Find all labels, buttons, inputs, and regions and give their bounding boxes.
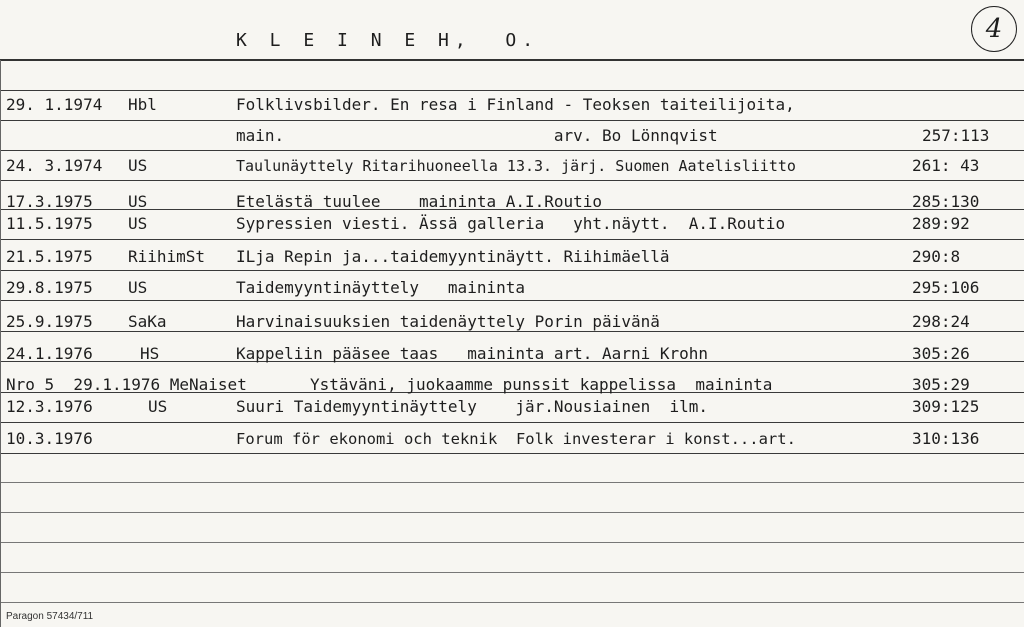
entry-date: 24. 3.1974: [6, 156, 103, 175]
entry-ref: 289:92: [912, 214, 970, 233]
entry-title: ILja Repin ja...taidemyyntinäytt. Riihimäellä: [236, 247, 670, 266]
card-title: K L E I N E H, O.: [236, 30, 540, 51]
printer-imprint: Paragon 57434/711: [6, 611, 94, 622]
entry-title: Forum för ekonomi och teknik Folk investerar i konst...art.: [236, 430, 796, 448]
entry-source: US: [128, 192, 148, 211]
entry-title: Suuri Taidemyyntinäyttely jär.Nousiainen ilm.: [236, 397, 709, 416]
entry-ref: 310:136: [912, 429, 980, 448]
entry-source: Hbl: [128, 95, 157, 114]
rule-line: [0, 331, 1024, 332]
entry-source: HS: [140, 344, 160, 363]
entry-ref: 298:24: [912, 312, 970, 331]
rule-line: [0, 150, 1024, 151]
entry-title: main. arv. Bo Lönnqvist: [236, 126, 718, 145]
entry-date: Nro 5 29.1.1976 MeNaiset: [6, 375, 247, 394]
margin-line: [0, 60, 1, 627]
rule-line: [0, 482, 1024, 483]
rule-line: [0, 453, 1024, 454]
rule-line: [0, 90, 1024, 91]
entry-ref: 257:113: [922, 126, 990, 145]
rule-line: [0, 300, 1024, 301]
entry-title: Ystäväni, juokaamme punssit kappelissa maininta: [310, 375, 773, 394]
entry-title: Kappeliin pääsee taas maininta art. Aarni Krohn: [236, 344, 709, 363]
entry-date: 11.5.1975: [6, 214, 93, 233]
card-number: 4: [985, 14, 1003, 44]
entry-date: 29. 1.1974: [6, 95, 103, 114]
entry-title: Taulunäyttely Ritarihuoneella 13.3. järj. Suomen Aatelisliitto: [236, 157, 796, 175]
entry-ref: 290:8: [912, 247, 961, 266]
rule-line: [0, 512, 1024, 513]
entry-date: 25.9.1975: [6, 312, 93, 331]
entry-title: Taidemyyntinäyttely maininta: [236, 278, 525, 297]
entry-ref: 305:29: [912, 375, 970, 394]
rule-line: [0, 422, 1024, 423]
entry-source: SaKa: [128, 312, 167, 331]
entry-title: Folklivsbilder. En resa i Finland - Teoksen taiteilijoita,: [236, 95, 795, 114]
entry-title: Etelästä tuulee maininta A.I.Routio: [236, 192, 603, 211]
entry-ref: 295:106: [912, 278, 980, 297]
entry-source: RiihimSt: [128, 247, 206, 266]
entry-date: 17.3.1975: [6, 192, 93, 211]
entry-title: Sypressien viesti. Ässä galleria yht.näytt. A.I.Routio: [236, 214, 786, 233]
entry-title: Harvinaisuuksien taidenäyttely Porin päivänä: [236, 312, 660, 331]
rule-line: [0, 239, 1024, 240]
rule-line: [0, 572, 1024, 573]
entry-ref: 261: 43: [912, 156, 980, 175]
entry-date: 21.5.1975: [6, 247, 93, 266]
entry-date: 29.8.1975: [6, 278, 93, 297]
rule-line: [0, 180, 1024, 181]
entry-ref: 305:26: [912, 344, 970, 363]
entry-date: 12.3.1976: [6, 397, 93, 416]
rule-line: [0, 270, 1024, 271]
entry-source: US: [128, 156, 148, 175]
entry-ref: 309:125: [912, 397, 980, 416]
rule-line: [0, 602, 1024, 603]
header-rule: [0, 59, 1024, 61]
rule-line: [0, 120, 1024, 121]
entry-source: US: [128, 278, 148, 297]
entry-ref: 285:130: [912, 192, 980, 211]
entry-source: US: [148, 397, 168, 416]
entry-date: 24.1.1976: [6, 344, 93, 363]
entry-date: 10.3.1976: [6, 429, 93, 448]
rule-line: [0, 542, 1024, 543]
card-number-circle: [971, 6, 1017, 52]
entry-source: US: [128, 214, 148, 233]
